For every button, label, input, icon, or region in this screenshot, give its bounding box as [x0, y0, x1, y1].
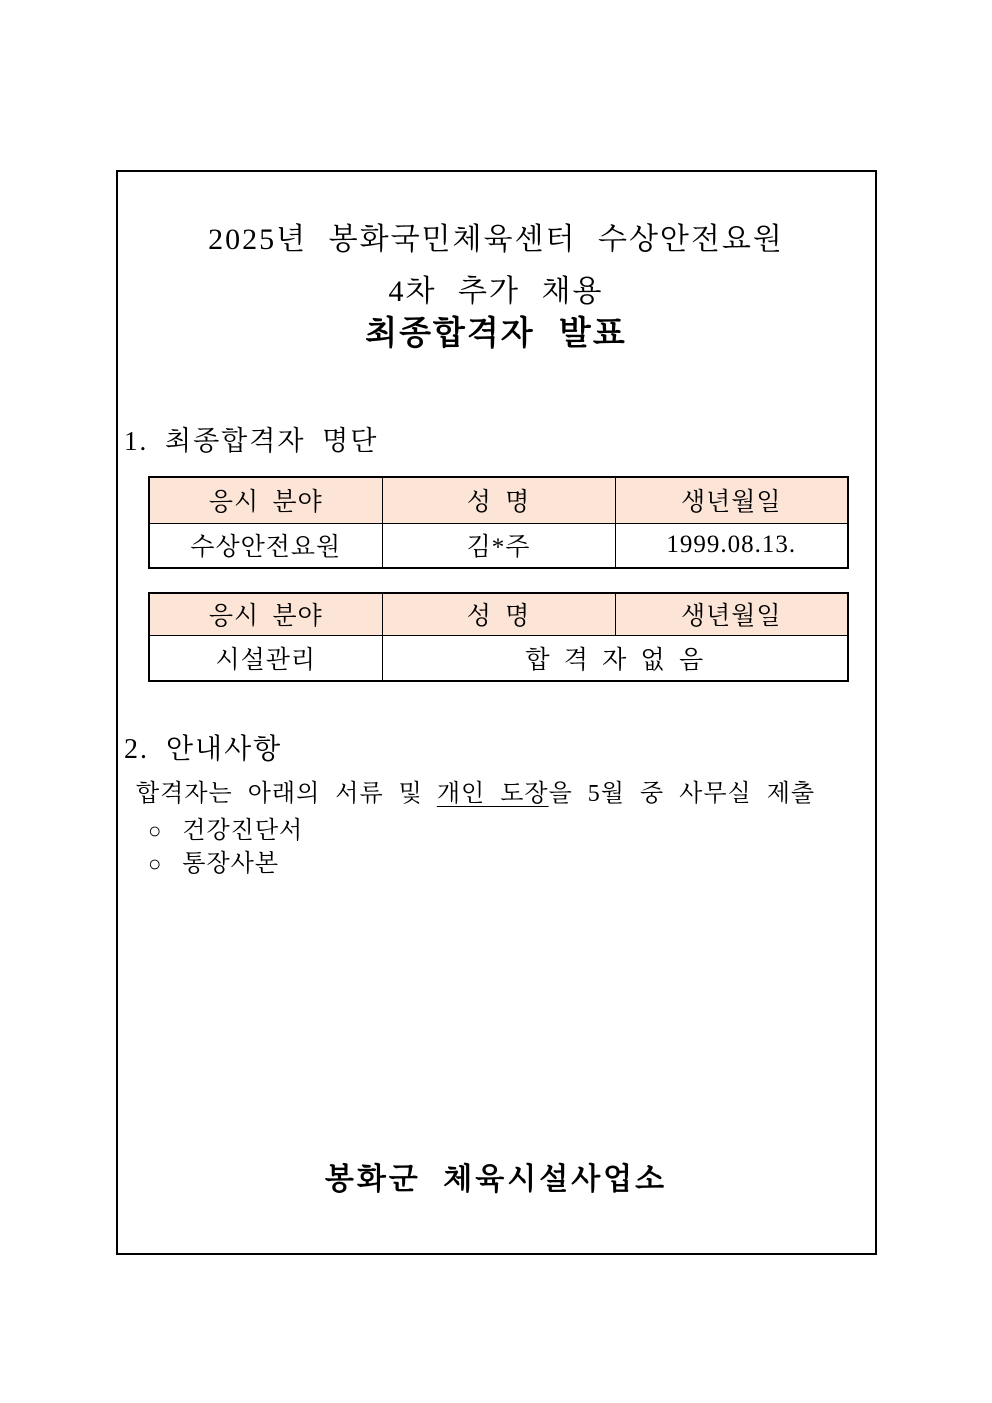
bullet-label: 통장사본 — [182, 851, 280, 877]
fail-row-field: 시설관리 — [149, 635, 382, 681]
pass-row-field: 수상안전요원 — [149, 523, 382, 568]
pass-table-header-birth: 생년월일 — [615, 477, 848, 523]
pass-table-header-row — [149, 477, 848, 523]
fail-table-header-row — [149, 593, 848, 635]
section-1-heading: 1. 최종합격자 명단 — [124, 426, 379, 456]
notice-prefix: 합격자는 아래의 서류 및 — [136, 781, 423, 807]
section-2-heading: 2. 안내사항 — [124, 734, 283, 765]
fail-table-header-name: 성 명 — [382, 593, 615, 635]
pass-table-header-field: 응시 분야 — [149, 477, 382, 523]
doc-title-line-2: 4차 추가 채용 — [388, 275, 604, 308]
fail-row-result: 합 격 자 없 음 — [382, 635, 848, 681]
pass-table-header-name: 성 명 — [382, 477, 615, 523]
circle-bullet-icon: ○ — [148, 818, 163, 843]
pass-row-name: 김*주 — [382, 523, 615, 568]
notice-line — [136, 778, 815, 810]
bullet-label: 건강진단서 — [182, 818, 304, 844]
pass-table — [148, 476, 849, 569]
notice-suffix: 을 5월 중 사무실 제출 — [548, 781, 816, 807]
notice-underlined-text: 개인 도장 — [436, 781, 549, 807]
fail-table-header-field: 응시 분야 — [149, 593, 382, 635]
fail-table — [148, 592, 849, 682]
pass-table-row — [149, 523, 848, 568]
doc-title-line-3: 최종합격자 발표 — [365, 316, 627, 352]
doc-title-line-1: 2025년 봉화국민체육센터 수상안전요원 — [208, 223, 784, 256]
bullet-item-bankbook-copy — [148, 849, 279, 879]
fail-table-header-birth: 생년월일 — [615, 593, 848, 635]
circle-bullet-icon: ○ — [148, 851, 163, 876]
bullet-item-health-certificate — [148, 816, 303, 846]
footer-organization: 봉화군 체육시설사업소 — [324, 1163, 668, 1196]
pass-row-birth: 1999.08.13. — [615, 523, 848, 568]
fail-table-row — [149, 635, 848, 681]
